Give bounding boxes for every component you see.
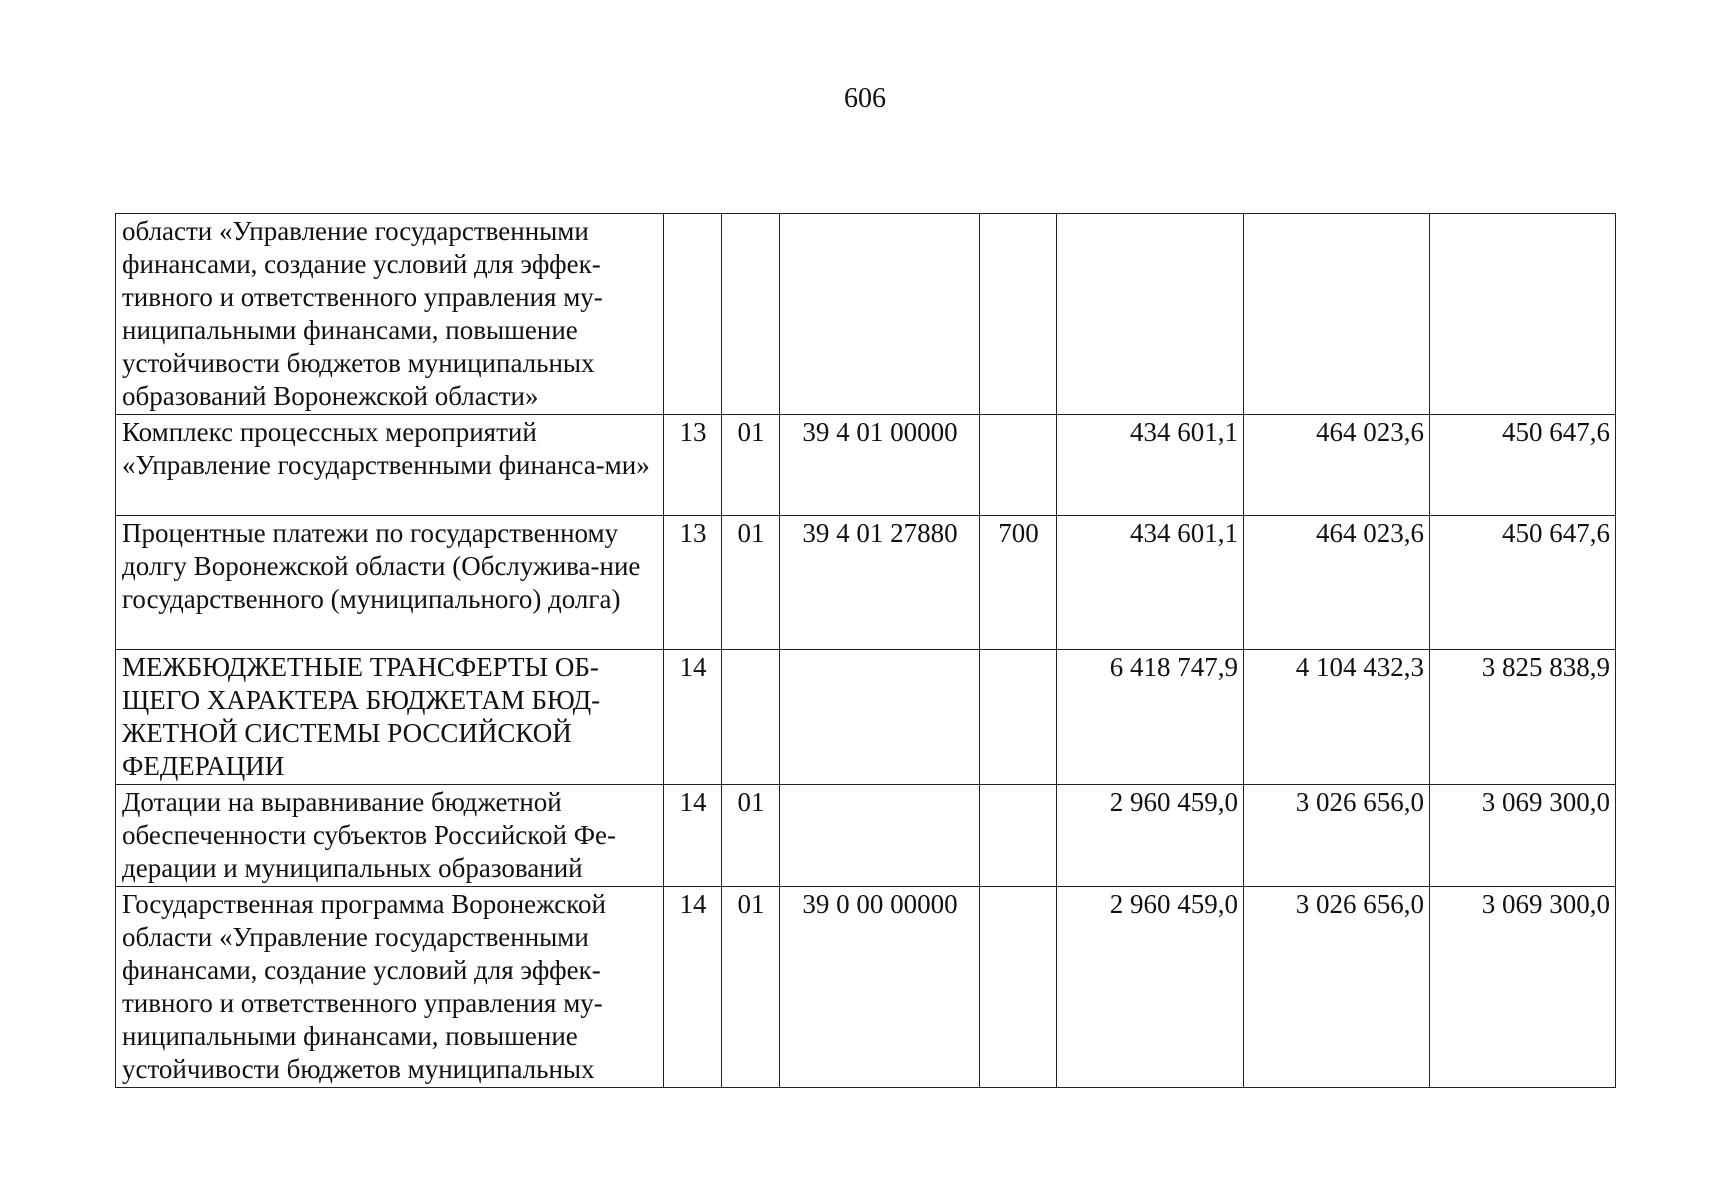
amount-year3-cell: 450 647,6 bbox=[1430, 516, 1616, 650]
expense-type-cell bbox=[980, 415, 1057, 516]
amount-year2-cell: 464 023,6 bbox=[1244, 516, 1430, 650]
amount-year1-cell: 2 960 459,0 bbox=[1057, 785, 1244, 887]
expense-type-cell bbox=[980, 650, 1057, 785]
amount-year2-cell: 464 023,6 bbox=[1244, 415, 1430, 516]
section-code-cell: 13 bbox=[664, 516, 722, 650]
budget-table bbox=[115, 213, 1616, 1088]
table-row bbox=[116, 785, 1616, 887]
target-article-cell bbox=[780, 785, 980, 887]
subsection-code-cell bbox=[722, 214, 780, 415]
row-name-cell: МЕЖБЮДЖЕТНЫЕ ТРАНСФЕРТЫ ОБ-ЩЕГО ХАРАКТЕРА БЮДЖЕТАМ БЮД-ЖЕТНОЙ СИСТЕМЫ РОССИЙСКОЙ ФЕДЕРАЦИИ bbox=[116, 650, 664, 785]
amount-year3-cell bbox=[1430, 214, 1616, 415]
amount-year2-cell bbox=[1244, 214, 1430, 415]
amount-year2-cell: 3 026 656,0 bbox=[1244, 887, 1430, 1088]
amount-year3-cell: 3 069 300,0 bbox=[1430, 785, 1616, 887]
section-code-cell: 13 bbox=[664, 415, 722, 516]
table-row bbox=[116, 415, 1616, 516]
expense-type-cell bbox=[980, 214, 1057, 415]
amount-year2-cell: 4 104 432,3 bbox=[1244, 650, 1430, 785]
expense-type-cell bbox=[980, 785, 1057, 887]
amount-year1-cell: 434 601,1 bbox=[1057, 516, 1244, 650]
amount-year1-cell: 6 418 747,9 bbox=[1057, 650, 1244, 785]
table-row bbox=[116, 516, 1616, 650]
subsection-code-cell bbox=[722, 650, 780, 785]
section-code-cell: 14 bbox=[664, 650, 722, 785]
row-name-cell: Процентные платежи по государственному долгу Воронежской области (Обслужива-ние государственного (муниципального) долга) bbox=[116, 516, 664, 650]
expense-type-cell: 700 bbox=[980, 516, 1057, 650]
subsection-code-cell: 01 bbox=[722, 415, 780, 516]
row-name-cell: Государственная программа Воронежской области «Управление государственными финансами, создание условий для эффек-тивного и ответственного управления му-ниципальными финансами, повышение устойчивости бюджетов муниципальных bbox=[116, 887, 664, 1088]
amount-year3-cell: 3 069 300,0 bbox=[1430, 887, 1616, 1088]
target-article-cell: 39 0 00 00000 bbox=[780, 887, 980, 1088]
amount-year1-cell: 434 601,1 bbox=[1057, 415, 1244, 516]
amount-year2-cell: 3 026 656,0 bbox=[1244, 785, 1430, 887]
target-article-cell bbox=[780, 214, 980, 415]
section-code-cell: 14 bbox=[664, 887, 722, 1088]
expense-type-cell bbox=[980, 887, 1057, 1088]
amount-year1-cell bbox=[1057, 214, 1244, 415]
table-row bbox=[116, 650, 1616, 785]
table-row bbox=[116, 214, 1616, 415]
amount-year3-cell: 3 825 838,9 bbox=[1430, 650, 1616, 785]
subsection-code-cell: 01 bbox=[722, 887, 780, 1088]
target-article-cell: 39 4 01 00000 bbox=[780, 415, 980, 516]
subsection-code-cell: 01 bbox=[722, 785, 780, 887]
section-code-cell bbox=[664, 214, 722, 415]
subsection-code-cell: 01 bbox=[722, 516, 780, 650]
row-name-cell: Комплекс процессных мероприятий «Управление государственными финанса-ми» bbox=[116, 415, 664, 516]
target-article-cell bbox=[780, 650, 980, 785]
amount-year3-cell: 450 647,6 bbox=[1430, 415, 1616, 516]
amount-year1-cell: 2 960 459,0 bbox=[1057, 887, 1244, 1088]
target-article-cell: 39 4 01 27880 bbox=[780, 516, 980, 650]
section-code-cell: 14 bbox=[664, 785, 722, 887]
row-name-cell: области «Управление государственными финансами, создание условий для эффек-тивного и ответственного управления му-ниципальными финансами, повышение устойчивости бюджетов муниципальных образований Воронежской области» bbox=[116, 214, 664, 415]
page-number: 606 bbox=[844, 83, 886, 114]
row-name-cell: Дотации на выравнивание бюджетной обеспеченности субъектов Российской Фе-дерации и муниципальных образований bbox=[116, 785, 664, 887]
table-row bbox=[116, 887, 1616, 1088]
